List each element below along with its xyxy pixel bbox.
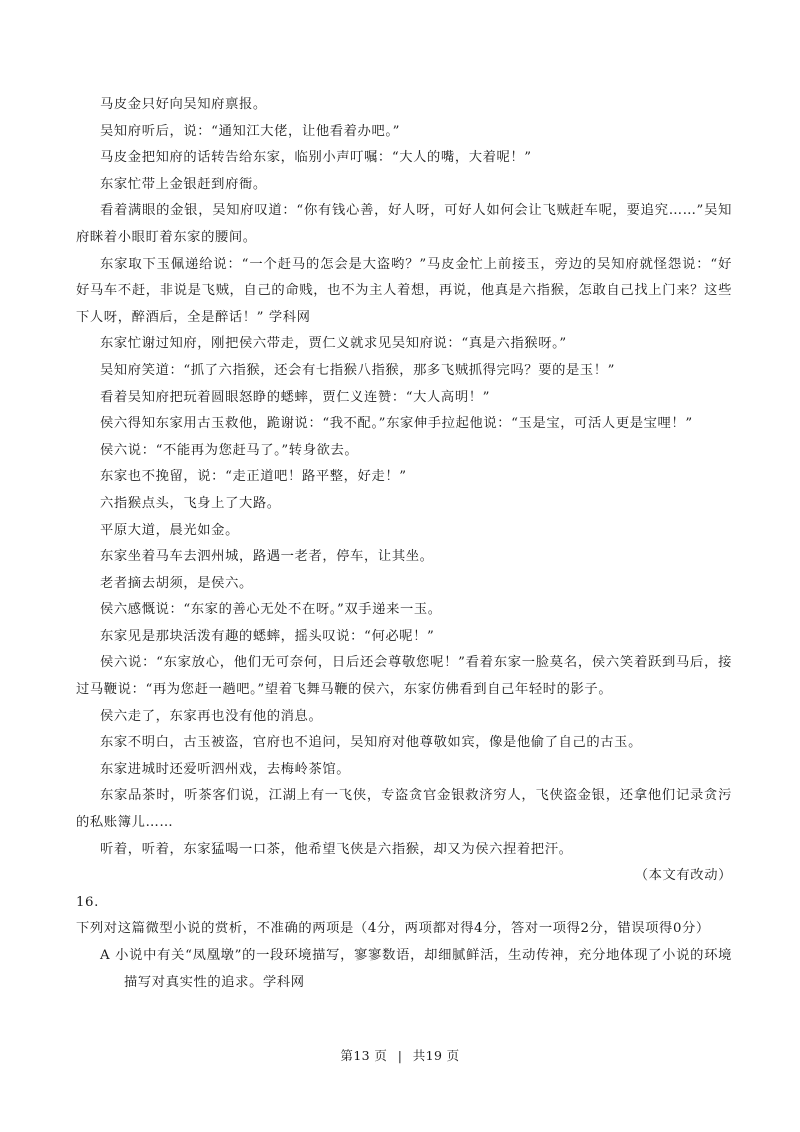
page-footer: [0, 1046, 800, 1064]
story-paragraph: 六指猴点头，飞身上了大路。: [100, 495, 281, 511]
question-16: [0, 890, 800, 943]
story-paragraph: 马皮金只好向吴知府禀报。: [100, 97, 267, 112]
story-paragraph: 看着吴知府把玩着圆眼怒睁的蟋蟀，贾仁义连赞：“大人高明！”: [100, 389, 491, 405]
story-paragraph: 侯六得知东家用古玉救他，跪谢说：“我不配。”东家伸手拉起他说：“玉是宝，可活人更是宝哩！”: [100, 416, 693, 432]
option-a: A 小说中有关“凤凰墩”的一段环境描写，寥寥数语，却细腻鲜活，生动传神，充分地体现了小说的环境描写对真实性的追求。学科网: [100, 948, 732, 990]
story-paragraph: 老者摘去胡须，是侯六。: [100, 575, 253, 591]
story-paragraph: 侯六走了，东家再也没有他的消息。: [100, 708, 323, 724]
story-paragraph: 马皮金把知府的话转告给东家，临别小声叮嘱：“大人的嘴，大着呢！”: [100, 150, 532, 166]
page-number: 第13 页: [340, 1048, 388, 1063]
story-paragraph: 东家品茶时，听茶客们说，江湖上有一飞侠，专盗贪官金银救济穷人，飞侠盗金银，还拿他们记录贪污的私账簿儿……: [76, 788, 732, 831]
story-paragraph: 看着满眼的金银，吴知府叹道：“你有钱心善，好人呀，可好人如何会让飞贼赶车呢，要追究……”吴知府眯着小眼盯着东家的腰间。: [76, 203, 732, 245]
story-body: [0, 92, 800, 996]
story-paragraph: 听着，听着，东家猛喝一口茶，他希望飞侠是六指猴，却又为侯六捏着把汗。: [100, 841, 573, 857]
story-paragraph: 东家见是那块活泼有趣的蟋蟀，摇头叹说：“何必呢！”: [100, 628, 435, 644]
story-paragraph: 东家忙谢过知府，刚把侯六带走，贾仁义就求见吴知府说：“真是六指猴呀。”: [100, 336, 567, 352]
story-paragraph: 东家忙带上金银赶到府衙。: [100, 176, 267, 192]
story-paragraph: 东家也不挽留，说：“走正道吧！路平整，好走！”: [100, 469, 407, 485]
story-paragraph: 吴知府听后，说：“通知江大佬，让他看着办吧。”: [100, 123, 400, 139]
source-note: （本文有改动）: [634, 868, 732, 884]
story-paragraph: 侯六说：“不能再为您赶马了。”转身欲去。: [100, 442, 359, 458]
story-paragraph: 侯六说：“东家放心，他们无可奈何，日后还会尊敬您呢！”看着东家一脸莫名，侯六笑着跃到马后，接过马鞭说：“再为您赶一趟吧。”望着飞舞马鞭的侯六，东家仿佛看到自己年轻时的影子。: [76, 655, 732, 698]
story-paragraph: 东家不明白，古玉被盗，官府也不追问，吴知府对他尊敬如宾，像是他偷了自己的古玉。: [100, 735, 642, 751]
page-total: 共19 页: [412, 1048, 460, 1063]
story-paragraph: 吴知府笑道：“抓了六指猴，还会有七指猴八指猴，那多飞贼抓得完吗？要的是玉！”: [100, 362, 616, 378]
story-paragraph: 东家进城时还爱听泗州戏，去梅岭茶馆。: [100, 761, 351, 777]
story-paragraph: 东家坐着马车去泗州城，路遇一老者，停车，让其坐。: [100, 549, 434, 565]
story-paragraph: 东家取下玉佩递给说：“一个赶马的怎会是大盗哟？”马皮金忙上前接玉，旁边的吴知府就怪怨说：“好好马车不赶，非说是飞贼，自己的命贱，也不为主人着想，再说，他真是六指猴，怎敢自己找上门来？这些下人呀，醉酒后，全是醉话！” 学科网: [76, 256, 732, 325]
question-text: 下列对这篇微型小说的赏析，不准确的两项是（4分，两项都对得4分，答对一项得2分，错误项得0分）: [76, 921, 710, 937]
footer-separator: |: [397, 1048, 403, 1063]
story-paragraph: 侯六感慨说：“东家的善心无处不在呀。”双手递来一玉。: [100, 602, 442, 618]
question-number: 16.: [76, 894, 99, 910]
story-paragraph: 平原大道，晨光如金。: [100, 522, 239, 538]
